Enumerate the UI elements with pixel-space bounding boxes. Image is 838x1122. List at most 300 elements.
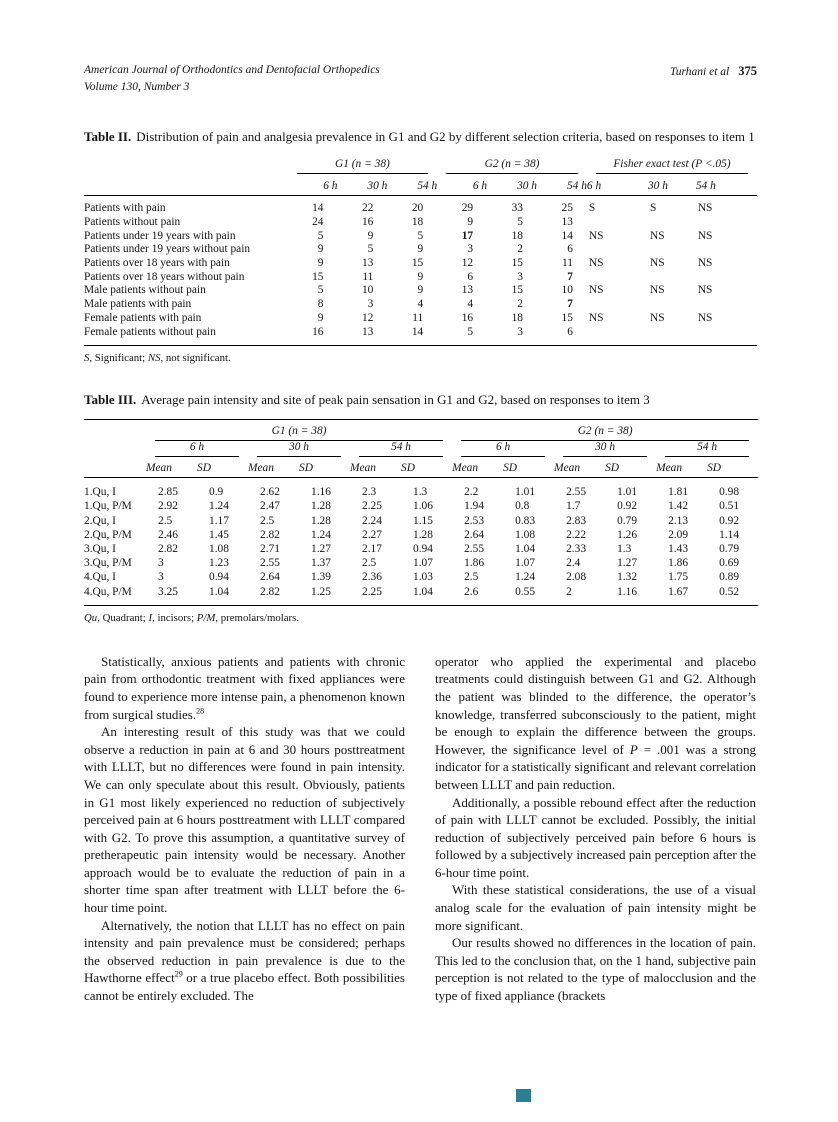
table-cell [648,326,696,346]
table-stub-cell [84,158,288,174]
column-header [656,441,758,457]
table3-caption-label: Table III. [84,392,137,408]
table-cell: 6 [537,326,587,346]
table-cell: 15 [511,257,523,269]
table-cell [696,216,757,230]
column-group-header [587,158,757,174]
table-cell: 15 [312,270,324,283]
row-label: 4.Qu, I [84,571,116,584]
table-cell: 15 [511,284,523,297]
table-cell: 0.55 [503,585,554,606]
pain-prevalence-table [84,158,757,346]
column-header: 30 h [648,174,696,196]
table-row [84,230,757,244]
table-cell: 2.71 [260,542,280,555]
table-cell: 20 [411,202,424,215]
table-cell: 18 [511,229,523,242]
column-group-header [452,420,758,442]
table-cell: 12 [361,311,374,324]
table-cell: NS [588,257,604,269]
body-column-right [435,653,756,1005]
table-cell: 1.01 [515,486,536,499]
citation-superscript: 29 [174,970,183,980]
table-cell: 5 [437,326,487,346]
table-cell: 2.25 [362,500,382,513]
body-column-left [84,653,405,1005]
row-label: Male patients without pain [84,284,206,297]
table-cell: 3.25 [146,585,197,606]
table-cell: 15 [411,257,424,269]
table2-group-header-row [84,158,757,174]
column-group-header [437,158,587,174]
row-label: 1.Qu, I [84,486,116,499]
journal-identification [84,62,380,95]
table-cell: 1.27 [311,542,331,555]
table-cell: NS [697,257,713,269]
table-cell: 2.53 [464,514,485,527]
table-cell: 10 [361,284,374,297]
column-header: SD [299,457,350,478]
table-cell: 9 [467,215,474,228]
table-cell: 25 [561,202,573,215]
table-cell: 15 [561,311,573,324]
table-cell: 1.24 [515,571,536,584]
table-cell: 18 [511,311,523,324]
page-number: 375 [738,64,757,78]
column-header [350,441,452,457]
table-cell: 2 [517,243,523,256]
table-cell: 1.08 [515,528,536,541]
table-cell: NS [649,311,665,324]
table-cell: 1.45 [209,528,229,541]
column-header: SD [605,457,656,478]
table-cell: 14 [561,229,573,242]
table-cell: 3 [158,557,164,570]
table-cell: 1.01 [617,486,638,499]
table-cell: 1.16 [311,486,331,499]
table-cell: 2.22 [566,528,587,541]
table-cell: 2 [554,585,605,606]
table-cell: 13 [461,284,474,297]
table-cell: 2.64 [464,528,485,541]
table-cell: 1.28 [413,528,433,541]
table-cell: 1.23 [209,557,229,570]
body-paragraph: Alternatively, the notion that LLLT has no effect on pain intensity and pain prevalence must be considered; perhaps the observed reduction in pain prevalence is due to the Hawthorne effect$^{29}$ or a true placebo effect. Both possibilities cannot be entirely excluded. The [84,917,405,1004]
table-cell: 1.86 [464,557,485,570]
table-cell: 6 [567,243,573,256]
table-cell: 1.86 [668,557,689,570]
table-cell: 2.27 [362,528,382,541]
table-cell: 24 [312,215,324,228]
table-cell: 1.7 [566,500,581,513]
table-cell: 2.47 [260,500,280,513]
table-cell: 7 [567,298,573,311]
citation-superscript: 28 [196,706,205,716]
table-cell: 2.5 [158,514,173,527]
time-header: 6 h [155,441,239,457]
table-cell: NS [697,202,713,215]
table-cell: 2.64 [260,571,280,584]
table2-subheader-row [84,174,757,196]
table-row [84,284,757,298]
table3-group-header-row [84,420,758,442]
table-stub-cell [84,174,288,196]
table-cell: 2.2 [464,486,479,499]
table-cell: 9 [317,311,324,324]
table-row [84,499,758,513]
column-header: 6 h [437,174,487,196]
time-header: 30 h [257,441,341,457]
row-label: 2.Qu, P/M [84,528,132,541]
table-cell: 2.55 [464,542,485,555]
table-cell: 0.92 [617,500,638,513]
table-cell: 2.46 [158,528,178,541]
table-cell: 1.37 [311,557,331,570]
table-cell: 14 [387,326,437,346]
journal-volume: Volume 130, Number 3 [84,80,190,93]
table-cell: NS [697,311,713,324]
table3-caption-text: Average pain intensity and site of peak pain sensation in G1 and G2, based on responses to item 3 [141,392,650,408]
table-cell [696,326,757,346]
table-stub-cell [84,441,146,457]
table-cell: 2.25 [350,585,401,606]
table-stub-cell [84,420,146,442]
table-cell: 2.3 [362,486,377,499]
table-cell: 16 [461,311,474,324]
table-row [84,257,757,271]
table-row [84,478,758,500]
table-row [84,585,758,606]
table-cell: 1.81 [668,486,689,499]
table3-body [84,478,758,606]
table-cell: 0.9 [209,486,224,499]
table-cell: 2.82 [158,542,178,555]
table-cell: 2.6 [452,585,503,606]
table-cell: 17 [461,229,474,242]
table-cell [648,216,696,230]
table-cell: 1.42 [668,500,689,513]
table-cell [587,216,648,230]
table-cell: 1.07 [515,557,536,570]
table-cell: 5 [517,215,523,228]
table-cell: 9 [417,270,424,283]
table-row [84,542,758,556]
table-cell: NS [697,229,713,242]
table-cell: 2.36 [362,571,382,584]
body-paragraph: Statistically, anxious patients and patients with chronic pain from orthodontic treatment with fixed appliances were found to experience more intense pain, a phenomenon known from surgical studies.$^{28}$ [84,653,405,722]
column-header: 54 h [537,174,587,196]
column-header [452,441,554,457]
table-cell: 2.55 [566,486,587,499]
table-cell: 1.43 [668,542,689,555]
table-cell: 0.98 [719,486,740,499]
row-label: Patients over 18 years with pain [84,257,230,269]
column-header: 54 h [696,174,757,196]
table3-time-header-row [84,441,758,457]
table-cell: 1.03 [413,571,433,584]
table2-caption-text: Distribution of pain and analgesia prevalence in G1 and G2 by different selection criteria, based on responses to item 1 [136,129,755,145]
table-cell: 6 [467,270,474,283]
table-cell [648,298,696,312]
table-cell [696,271,757,285]
table-cell: 8 [317,298,324,311]
table-cell: 1.25 [299,585,350,606]
row-label: 3.Qu, I [84,542,116,555]
column-header: Mean [248,457,299,478]
page-header [84,62,757,95]
row-label: Patients without pain [84,215,181,228]
table-cell: 4 [417,298,424,311]
table-cell: 1.16 [605,585,656,606]
body-paragraph: Additionally, a possible rebound effect after the reduction of pain with LLLT cannot be excluded. Possibly, the initial reduction of subjectively perceived pain before 6 hours is followed by a subjectively increased pain perception after the 6-hour time point. [435,794,756,880]
table-cell: 1.14 [719,528,740,541]
table-cell: 0.89 [719,571,740,584]
table-cell: 2.4 [566,557,581,570]
column-header: 6 h [587,174,648,196]
table-cell: 13 [361,257,374,269]
table-cell: 3 [158,571,164,584]
column-header: Mean [350,457,401,478]
table-cell: 2.5 [260,514,275,527]
row-label: Male patients with pain [84,298,192,311]
table-cell: 1.3 [413,486,428,499]
table3-caption [84,391,757,410]
group-header-fisher: Fisher exact test (P <.05) [596,158,748,174]
journal-title: American Journal of Orthodontics and Dentofacial Orthopedics [84,64,380,76]
table-cell: 3 [517,270,523,283]
table-cell: 5 [417,229,424,242]
table-cell: 3 [487,326,537,346]
body-paragraph: An interesting result of this study was that we could observe a reduction in pain at 6 and 30 hours posttreatment with LLLT, but no differences were found in pain intensity. We can only speculate about this result. Obviously, patients in G1 most likely experienced no reduction of subjectively perceived pain at 6 hours posttreatment with LLLT compared with G2. To prove this assumption, a quantitative survey of pretherapeutic pain intensity would be necessary. Another approach would be to evaluate the reduction of pain in a shorter time span after treatment with LLLT before the 6-hour time point. [84,724,405,916]
table-cell [696,243,757,257]
column-header [554,441,656,457]
table-cell: 2.33 [566,542,587,555]
row-label: 1.Qu, P/M [84,500,132,513]
table-row [84,556,758,570]
column-group-header [288,158,438,174]
article-body [84,653,757,1005]
table-cell: 1.06 [413,500,433,513]
table-cell: NS [588,311,604,324]
row-label: Female patients without pain [84,326,288,346]
table-cell: NS [697,284,713,297]
table-cell: 1.04 [197,585,248,606]
table-cell: 5 [317,284,324,297]
row-label: Female patients with pain [84,311,202,324]
table-row [84,570,758,584]
table-cell: 0.79 [617,514,638,527]
table-cell: 5 [317,229,324,242]
table-row [84,528,758,542]
table-cell: 2.92 [158,500,178,513]
table-row [84,196,757,216]
table-cell: 16 [361,215,374,228]
table-cell: 2.55 [260,557,280,570]
table-cell: 22 [361,202,374,215]
time-header: 30 h [563,441,647,457]
table-row [84,312,757,326]
column-header: SD [197,457,248,478]
table-cell: NS [649,284,665,297]
table-cell: 2 [517,298,523,311]
row-label: Patients under 19 years with pain [84,229,236,242]
table-cell: 11 [362,270,374,283]
table-cell: NS [649,257,665,269]
table-cell: 1.39 [311,571,331,584]
table-cell: 1.28 [311,500,331,513]
table-cell: 1.32 [617,571,638,584]
time-header: 6 h [461,441,545,457]
column-header: Mean [554,457,605,478]
table-cell: 1.67 [656,585,707,606]
table-cell [587,243,648,257]
table-row [84,326,757,346]
table-cell: 1.27 [617,557,638,570]
bottom-marker [516,1089,531,1102]
table-cell [648,243,696,257]
table-cell: 5 [367,243,374,256]
table-cell: 2.09 [668,528,689,541]
table-cell: 1.75 [668,571,689,584]
table-cell: 3 [467,243,474,256]
table-cell: 1.17 [209,514,229,527]
group-header-g2: G2 (n = 38) [461,425,749,441]
author-citation: Turhani et al [670,66,730,78]
table-cell: 0.51 [719,500,740,513]
table-cell: 1.94 [464,500,485,513]
table-cell: 4 [467,298,474,311]
table-cell: NS [588,229,604,242]
table-cell: S [588,202,596,215]
body-paragraph: Our results showed no differences in the location of pain. This led to the conclusion that, on the 1 hand, subjective pain perception is not related to the type of malocclusion and the type of fixed appliance (brackets [435,935,756,1004]
table2-footnote: S, Significant; NS, not significant. [84,352,231,365]
table2-body [84,196,757,346]
table-cell: NS [649,229,665,242]
table-cell: 3 [367,298,374,311]
table-cell: 9 [317,243,324,256]
table-cell: 2.08 [566,571,587,584]
table-cell: 2.5 [362,557,377,570]
table-cell: 9 [367,229,374,242]
table-cell: 0.52 [707,585,758,606]
column-header: Mean [452,457,503,478]
group-header-g1: G1 (n = 38) [155,425,443,441]
table-cell: 0.94 [413,542,433,555]
body-paragraph: operator who applied the experimental and placebo treatments could distinguish between G1 and G2. Although the patient was blinded to the difference, the operator’s knowledge, transferred subconsciously to the patient, might be enough to explain the difference between the groups. However, the significance level of P = .001 was a strong indicator for a statistically significant and relevant correlation between LLLT and pain reduction. [435,653,756,792]
table-cell: 9 [317,257,324,269]
row-label: 2.Qu, I [84,514,116,527]
table-cell: 7 [567,270,573,283]
table-cell: 2.62 [260,486,280,499]
table-cell: 29 [461,202,474,215]
column-header: Mean [656,457,707,478]
table-cell: 11 [412,311,424,324]
table-cell: S [649,202,657,215]
table-cell: 2.82 [260,528,280,541]
table3-footnote: Qu, Quadrant; I, incisors; P/M, premolars/molars. [84,611,300,624]
column-header: 30 h [487,174,537,196]
column-header [248,441,350,457]
table-cell: 9 [417,284,424,297]
pain-intensity-table [84,419,758,606]
table-cell: 2.17 [362,542,382,555]
table-cell: 16 [288,326,338,346]
table-cell: 14 [312,202,324,215]
table-cell [587,326,648,346]
group-header-g2: G2 (n = 38) [446,158,578,174]
table-cell: 1.15 [413,514,433,527]
table2-caption [84,128,757,147]
table-row [84,243,757,257]
table-cell [648,271,696,285]
table-cell: 13 [561,215,573,228]
table-cell: 1.24 [209,500,229,513]
column-header: 6 h [288,174,338,196]
table2-caption-label: Table II. [84,129,132,145]
row-label: Patients over 18 years without pain [84,270,245,283]
table-stub-cell [84,457,146,478]
row-label: Patients under 19 years without pain [84,243,251,256]
table3-stat-header-row [84,457,758,478]
table-cell: 2.5 [464,571,479,584]
table-cell: 2.24 [362,514,382,527]
group-header-g1: G1 (n = 38) [297,158,429,174]
column-header: 54 h [387,174,437,196]
table-cell: 1.26 [617,528,638,541]
table-cell: 12 [461,257,474,269]
table-cell: 1.04 [515,542,536,555]
table-row [84,298,757,312]
table-cell: 0.92 [719,514,740,527]
table-cell: 11 [561,257,573,269]
running-head-right [670,62,757,81]
row-label: 4.Qu, P/M [84,585,146,606]
table-cell: 0.79 [719,542,740,555]
table-cell: 2.82 [248,585,299,606]
table-cell: 1.3 [617,542,632,555]
table-cell: 1.24 [311,528,331,541]
table-cell [696,298,757,312]
table-row [84,514,758,528]
column-header: SD [707,457,758,478]
table-cell: 1.04 [401,585,452,606]
table-cell: 2.83 [566,514,587,527]
body-paragraph: With these statistical considerations, the use of a visual analog scale for the evaluation of pain intensity might be more significant. [435,882,756,933]
table-cell: 1.28 [311,514,331,527]
column-header: 30 h [337,174,387,196]
table-cell: 18 [411,215,424,228]
table-cell: 13 [337,326,387,346]
table-cell: 0.69 [719,557,740,570]
table-cell [587,271,648,285]
row-label: Patients with pain [84,202,166,215]
table-cell: 10 [561,284,573,297]
column-header: SD [503,457,554,478]
table-cell [587,298,648,312]
table-cell: 1.07 [413,557,433,570]
table-cell: 1.08 [209,542,229,555]
table-row [84,216,757,230]
column-header: Mean [146,457,197,478]
table-cell: 2.85 [158,486,178,499]
table-cell: 0.8 [515,500,530,513]
table-cell: 33 [511,202,523,215]
column-header: SD [401,457,452,478]
table-cell: 0.94 [209,571,229,584]
column-group-header [146,420,452,442]
table-cell: 9 [417,243,424,256]
table-cell: 2.13 [668,514,689,527]
